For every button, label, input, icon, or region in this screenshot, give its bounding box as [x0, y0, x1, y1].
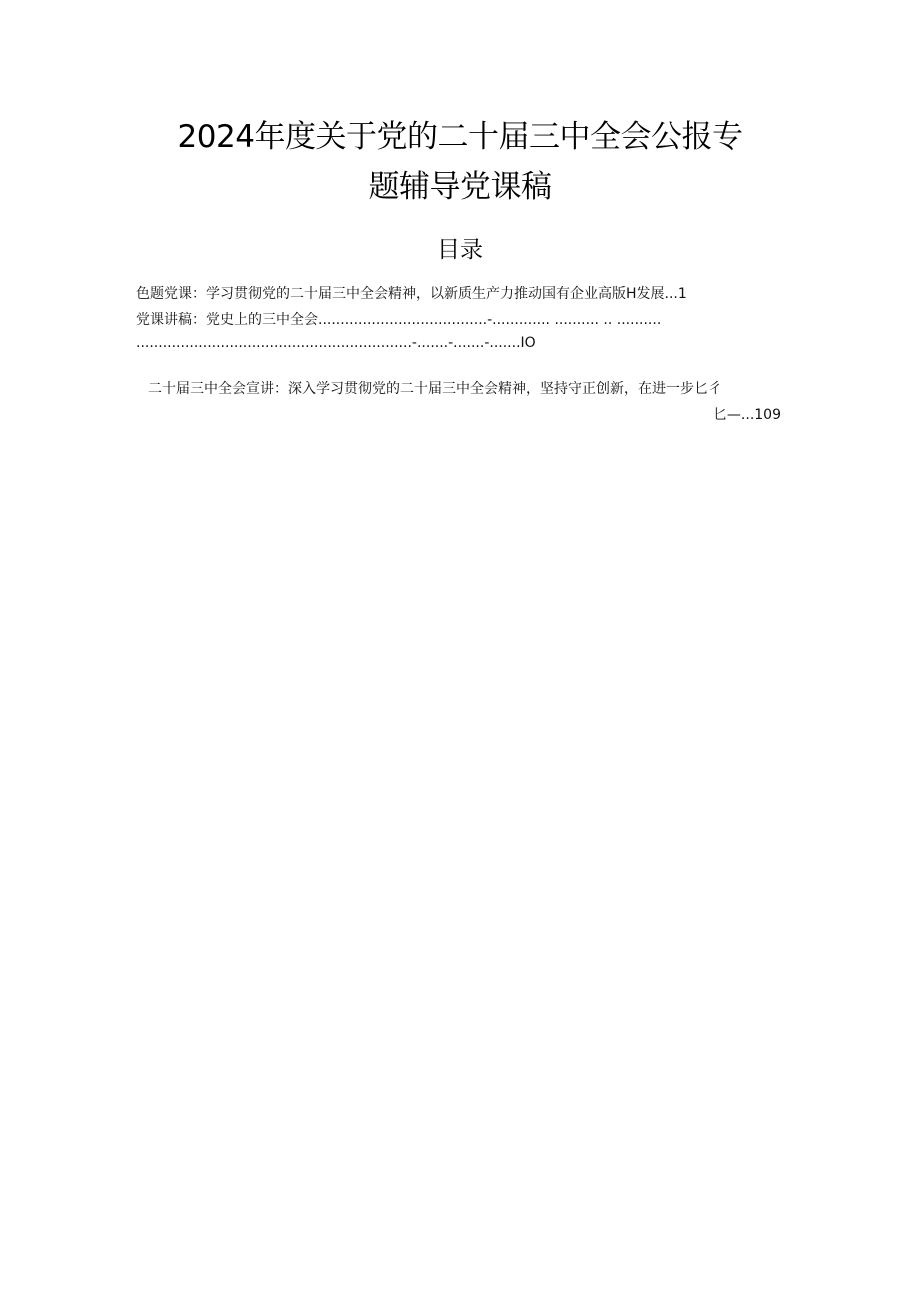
document-title-line-2: 题辅导党课稿	[368, 169, 552, 205]
toc-entry[interactable]: 党课讲稿：党史上的三中全会......................................-............. .......... .. ..........	[136, 312, 662, 328]
document-title-line-1: 2024年度关于党的二十届三中全会公报专	[177, 119, 743, 155]
toc-entry-continuation[interactable]: 匕—...109	[712, 407, 781, 423]
toc-entry[interactable]: 色题党课：学习贯彻党的二十届三中全会精神，以新质生产力推动国有企业高版H发展...1	[136, 286, 687, 302]
toc-entry[interactable]: 二十届三中全会宣讲：深入学习贯彻党的二十届三中全会精神，坚持守正创新，在进一步匕彳	[148, 381, 722, 397]
toc-heading: 目录	[437, 237, 483, 263]
toc-entry-continuation[interactable]: ..............................................................-.......-.......-.......IO	[136, 335, 536, 351]
